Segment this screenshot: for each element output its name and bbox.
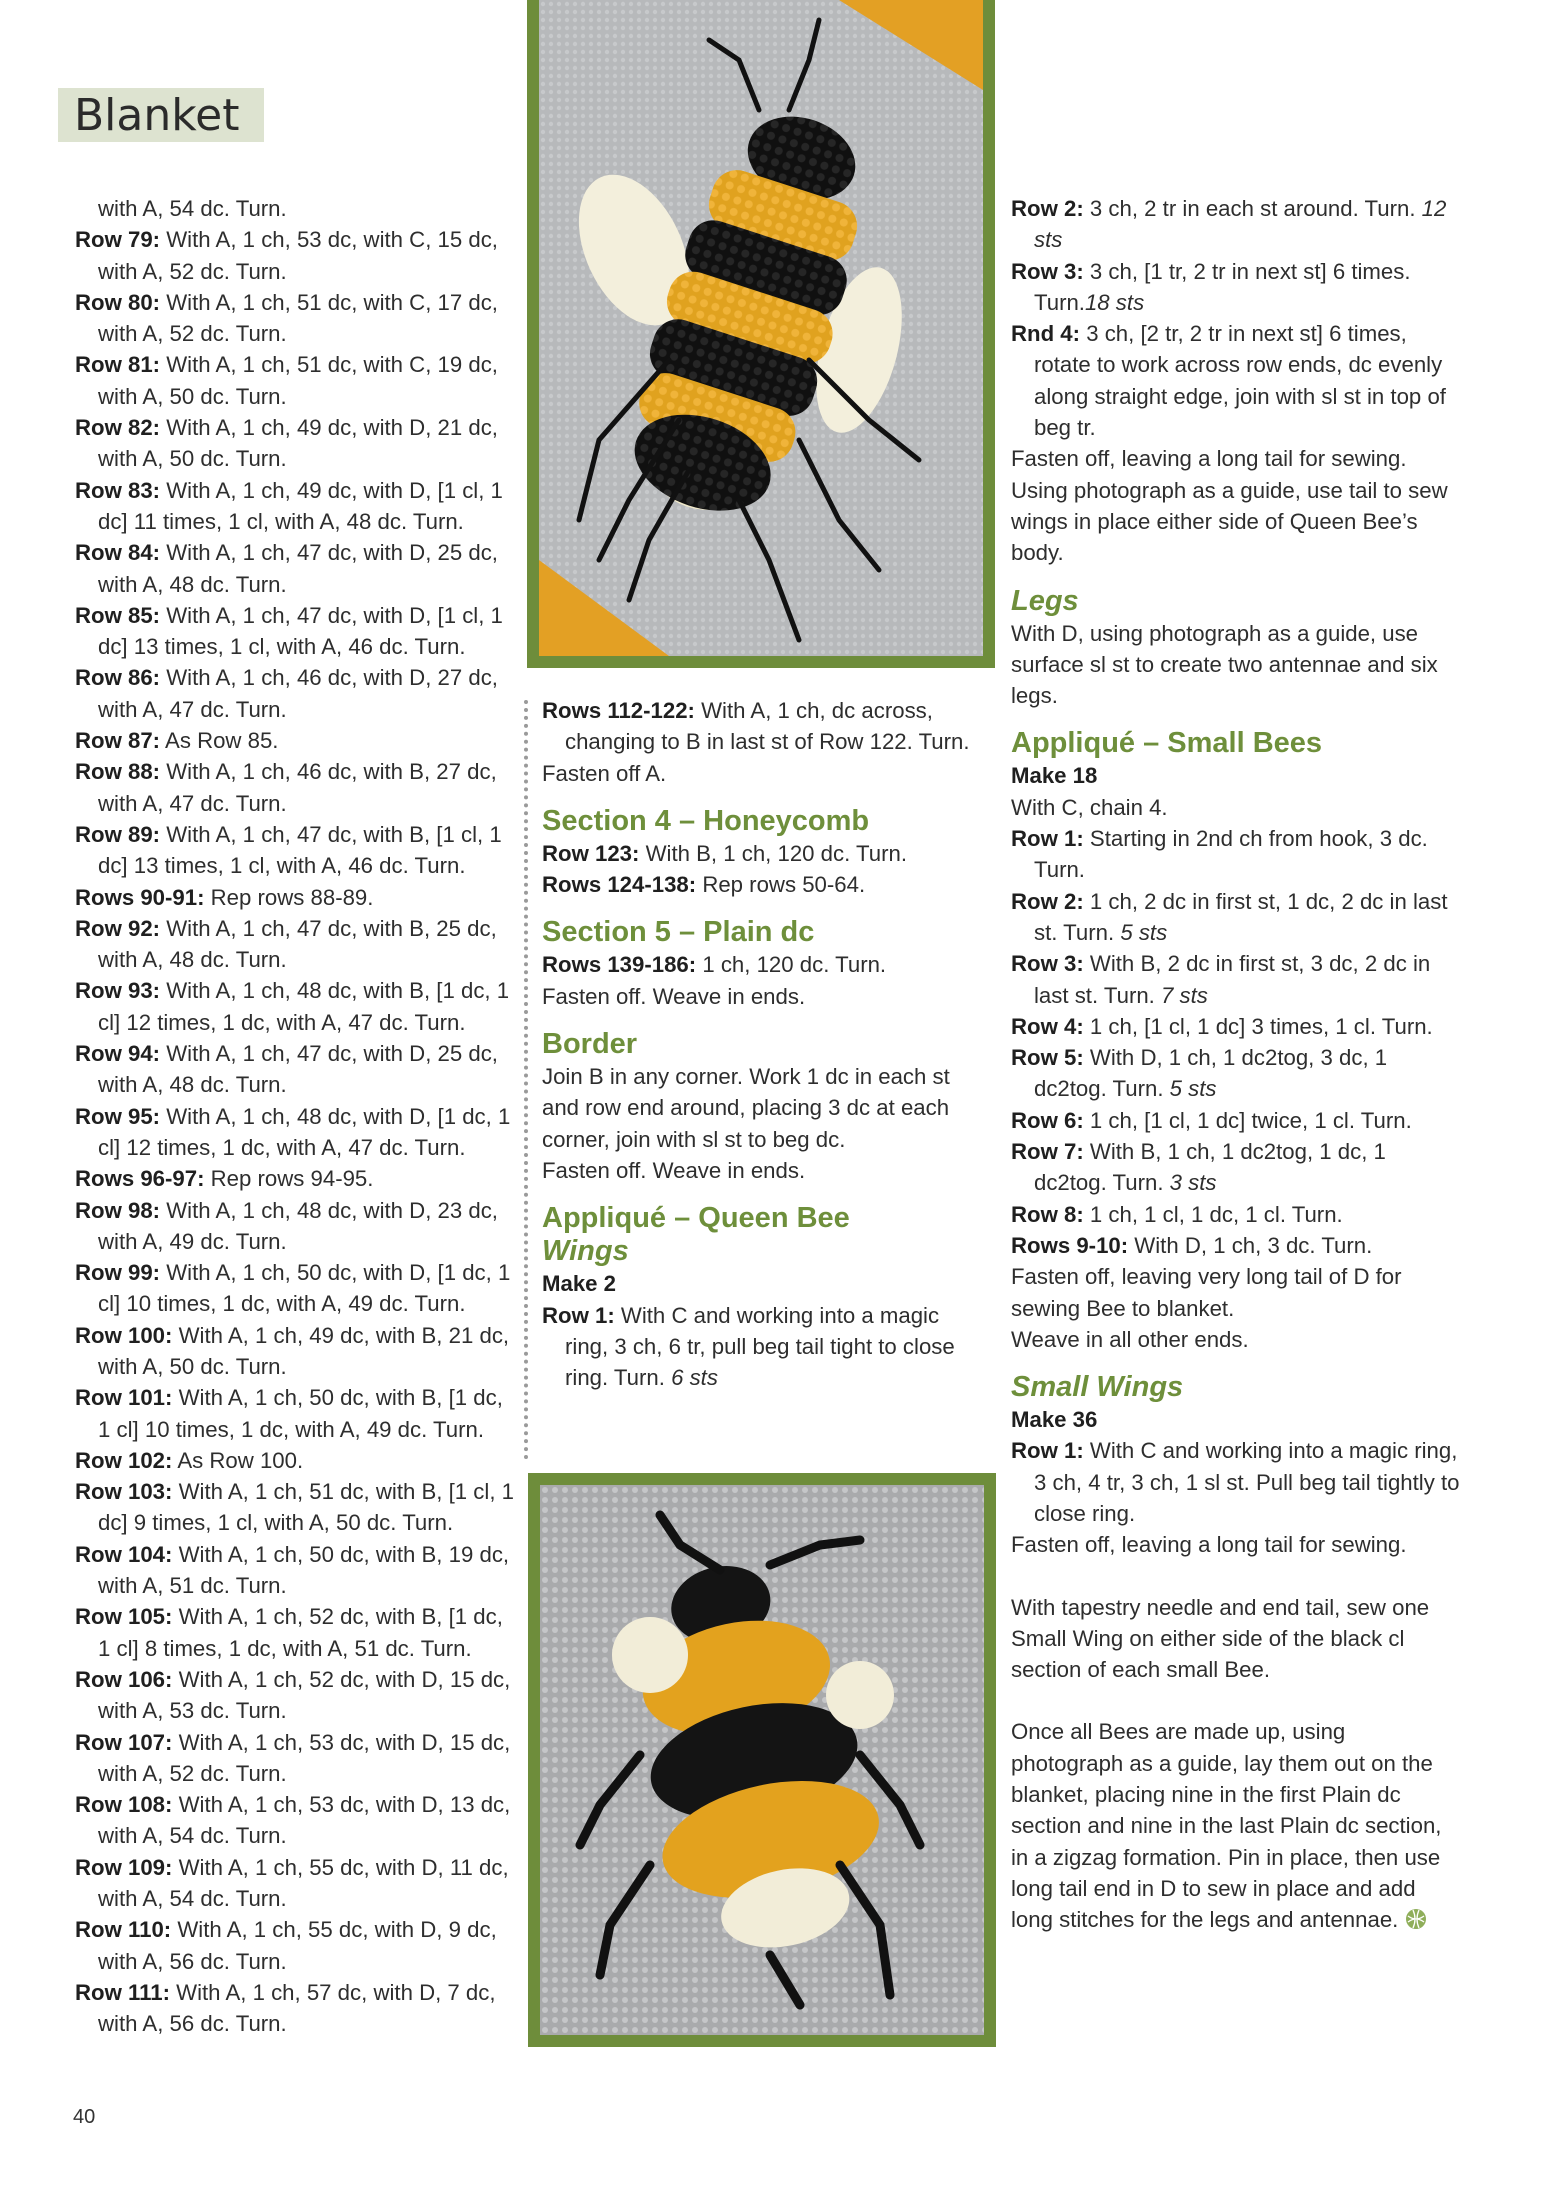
pattern-row (75, 975, 520, 1038)
row-text: With A, 1 ch, 49 dc, with B, 21 dc, with A, 50 dc. Turn. (98, 1322, 510, 1379)
pattern-row (75, 600, 520, 663)
row-text: With A, 1 ch, 57 dc, with D, 7 dc, with A, 56 dc. Turn. (98, 1979, 496, 2037)
row-text: With A, 1 ch, 47 dc, with D, 25 dc, with A, 48 dc. Turn. (98, 540, 498, 597)
row-text: With A, 1 ch, 46 dc, with D, 27 dc, with A, 47 dc. Turn. (98, 665, 498, 722)
page-number: 40 (73, 2106, 96, 2128)
row-label: Row 1: (542, 1302, 615, 1328)
pattern-row (75, 1664, 520, 1727)
pattern-row (75, 1476, 520, 1539)
row-text: 3 ch, [2 tr, 2 tr in next st] 6 times, rotate to work across row ends, dc evenly along straight edge, join with sl st in top of beg tr. (1034, 321, 1446, 441)
pattern-row (75, 475, 520, 538)
pattern-row (1011, 1230, 1461, 1261)
pattern-row (75, 1382, 520, 1445)
row-label: Row 87: (75, 728, 161, 754)
row-label: Row 5: (1011, 1045, 1084, 1071)
pattern-row (75, 1445, 520, 1476)
instruction-text: Weave in all other ends. (1011, 1326, 1249, 1352)
row-text: 1 ch, [1 cl, 1 dc] 3 times, 1 cl. Turn. (1083, 1013, 1433, 1039)
row-text: With A, 1 ch, 50 dc, with B, [1 dc, 1 cl] 10 times, 1 dc, with A, 49 dc. Turn. (98, 1385, 503, 1442)
row-text: With A, 1 ch, 55 dc, with D, 11 dc, with A, 54 dc. Turn. (98, 1854, 509, 1912)
row-text: With A, 1 ch, 53 dc, with C, 15 dc, with A, 52 dc. Turn. (98, 227, 498, 284)
section-heading-plain-dc: Section 5 – Plain dc (542, 916, 815, 949)
row-text: With A, 1 ch, 52 dc, with D, 15 dc, with A, 53 dc. Turn. (98, 1666, 511, 1724)
row-text: 1 ch, [1 cl, 1 dc] twice, 1 cl. Turn. (1083, 1107, 1412, 1133)
pattern-row (1011, 948, 1461, 1011)
section-heading-legs: Legs (1011, 584, 1079, 617)
row-text: Rep rows 50-64. (696, 872, 866, 898)
row-label: Row 110: (75, 1917, 172, 1943)
pattern-row (75, 1789, 520, 1852)
row-label: Row 80: (75, 289, 161, 315)
row-label: Row 103: (75, 1479, 173, 1505)
row-label: Rows 96-97: (75, 1166, 205, 1192)
row-text: With A, 1 ch, 51 dc, with C, 17 dc, with A, 52 dc. Turn. (98, 289, 498, 347)
queen-bee-photo (527, 0, 995, 668)
instruction-text: Fasten off, leaving a long tail for sewing. (1011, 446, 1407, 472)
pattern-row (75, 412, 520, 475)
row-label: Row 88: (75, 759, 161, 785)
section-heading-box (58, 88, 264, 142)
section-heading-queen-bee: Appliqué – Queen Bee (542, 1202, 850, 1235)
stitch-count: 6 sts (671, 1365, 718, 1391)
row-label: Row 2: (1011, 196, 1084, 221)
row-text: With A, 1 ch, 47 dc, with D, [1 cl, 1 dc] 13 times, 1 cl, with A, 46 dc. Turn. (98, 602, 503, 660)
row-label: Row 98: (75, 1197, 161, 1223)
row-text: With A, 1 ch, 51 dc, with C, 19 dc, with A, 50 dc. Turn. (98, 352, 498, 409)
row-text: 1 ch, 120 dc. Turn. (696, 952, 887, 978)
row-label: Row 81: (75, 352, 161, 378)
pattern-row (1011, 1011, 1461, 1042)
section-heading-small-wings: Small Wings (1011, 1371, 1184, 1404)
instruction-text: Fasten off A. (542, 760, 667, 786)
row-text: Rep rows 94-95. (204, 1166, 374, 1192)
row-text: 3 ch, [1 tr, 2 tr in next st] 6 times. Turn. (1034, 258, 1411, 315)
row-text: Rep rows 88-89. (204, 884, 374, 910)
yarn-ball-icon (1405, 1907, 1427, 1929)
pattern-row (75, 1320, 520, 1383)
pattern-row (75, 1727, 520, 1790)
small-bee-photo (528, 1473, 996, 2047)
instruction-text: Fasten off. Weave in ends. (542, 983, 806, 1009)
row-text: With A, 1 ch, 47 dc, with B, [1 cl, 1 dc] 13 times, 1 cl, with A, 46 dc. Turn. (98, 821, 502, 879)
instruction-text: With D, using photograph as a guide, use surface sl st to create two antennae and six legs. (1011, 620, 1438, 709)
row-label: Row 86: (75, 665, 161, 691)
make-count: Make 36 (1011, 1407, 1098, 1433)
row-text: With A, 1 ch, 48 dc, with B, [1 dc, 1 cl] 12 times, 1 dc, with A, 47 dc. Turn. (98, 978, 510, 1035)
pattern-row (1011, 1105, 1461, 1136)
pattern-row (75, 1101, 520, 1164)
queen-bee-illustration (539, 0, 983, 656)
pattern-row (75, 1914, 520, 1977)
row-text: With A, 1 ch, dc across, changing to B in last st of Row 122. Turn. (565, 698, 970, 755)
row-label: Row 111: (75, 1979, 170, 2005)
pattern-row (75, 1195, 520, 1258)
row-text: With A, 1 ch, 48 dc, with D, [1 dc, 1 cl] 12 times, 1 dc, with A, 47 dc. Turn. (98, 1103, 511, 1160)
row-label: Row 84: (75, 540, 161, 566)
row-label: Row 79: (75, 227, 161, 253)
column-right (1011, 193, 1461, 1936)
row-label: Rnd 4: (1011, 321, 1081, 347)
row-text: With A, 1 ch, 48 dc, with D, 23 dc, with A, 49 dc. Turn. (98, 1197, 498, 1254)
row-label: Rows 124-138: (542, 872, 697, 898)
instruction-text: With tapestry needle and end tail, sew one Small Wing on either side of the black cl section of each small Bee. (1011, 1594, 1430, 1683)
row-label: Row 92: (75, 915, 161, 941)
stitch-count: 3 sts (1169, 1170, 1217, 1196)
row-text: With B, 1 ch, 1 dc2tog, 1 dc, 1 dc2tog. Turn. (1034, 1139, 1386, 1196)
section-title: Blanket (74, 90, 240, 141)
pattern-row (1011, 1042, 1461, 1105)
instruction-text: Fasten off. Weave in ends. (542, 1157, 806, 1183)
section-subheading-wings: Wings (542, 1235, 629, 1268)
instruction-text: Fasten off, leaving very long tail of D for sewing Bee to blanket. (1011, 1264, 1402, 1321)
row-label: Row 3: (1011, 258, 1084, 284)
row-text: With B, 2 dc in first st, 3 dc, 2 dc in last st. Turn. (1034, 951, 1431, 1008)
row-text: With A, 1 ch, 51 dc, with B, [1 cl, 1 dc] 9 times, 1 cl, with A, 50 dc. Turn. (98, 1479, 514, 1536)
section-heading-honeycomb: Section 4 – Honeycomb (542, 804, 870, 837)
row-text: With A, 1 ch, 52 dc, with B, [1 dc, 1 cl] 8 times, 1 dc, with A, 51 dc. Turn. (98, 1604, 503, 1661)
stitch-count: 5 sts (1120, 919, 1168, 945)
pattern-row (75, 819, 520, 882)
instruction-text: With C, chain 4. (1011, 794, 1168, 820)
instruction-text: Fasten off, leaving a long tail for sewing. (1011, 1532, 1407, 1558)
section-heading-border: Border (542, 1028, 638, 1061)
row-label: Row 105: (75, 1604, 173, 1630)
small-bee-rows (1011, 823, 1461, 1261)
stitch-count: 7 sts (1161, 982, 1208, 1008)
row-text: With A, 1 ch, 47 dc, with B, 25 dc, with A, 48 dc. Turn. (98, 915, 497, 973)
row-label: Row 8: (1011, 1201, 1084, 1227)
stitch-count: 18 sts (1084, 289, 1145, 315)
pattern-row (75, 1852, 520, 1915)
row-label: Rows 139-186: (542, 952, 697, 978)
row-label: Row 3: (1011, 951, 1084, 977)
row-text: With C and working into a magic ring, 3 ch, 4 tr, 3 ch, 1 sl st. Pull beg tail tightly to close ring. (1034, 1438, 1460, 1526)
row-label: Row 4: (1011, 1013, 1084, 1039)
row-text: With A, 1 ch, 49 dc, with D, 21 dc, with A, 50 dc. Turn. (98, 415, 498, 472)
row-text: with A, 54 dc. Turn. (98, 196, 287, 221)
instruction-text: Join B in any corner. Work 1 dc in each st and row end around, placing 3 dc at each corner, join with sl st to beg dc. (542, 1064, 950, 1152)
small-bee-illustration (540, 1485, 984, 2035)
row-label: Row 82: (75, 415, 161, 441)
pattern-row (1011, 823, 1461, 886)
row-text: With C and working into a magic ring, 3 ch, 6 tr, pull beg tail tight to close ring. Turn. (565, 1302, 955, 1391)
row-label: Row 101: (75, 1385, 173, 1411)
row-label: Row 6: (1011, 1107, 1084, 1133)
pattern-row (75, 1977, 520, 2040)
pattern-row (75, 756, 520, 819)
pattern-row (75, 1257, 520, 1320)
row-text: As Row 85. (160, 728, 279, 754)
make-count: Make 2 (542, 1271, 617, 1297)
row-label: Row 1: (1011, 826, 1084, 852)
row-label: Row 100: (75, 1322, 173, 1348)
row-label: Row 94: (75, 1041, 161, 1067)
pattern-row (75, 1163, 520, 1194)
row-label: Row 102: (75, 1447, 173, 1473)
row-text: With D, 1 ch, 3 dc. Turn. (1128, 1232, 1373, 1258)
row-text: With A, 1 ch, 50 dc, with D, [1 dc, 1 cl] 10 times, 1 dc, with A, 49 dc. Turn. (98, 1260, 511, 1317)
row-label: Row 123: (542, 840, 640, 866)
row-text: With A, 1 ch, 49 dc, with D, [1 cl, 1 dc] 11 times, 1 cl, with A, 48 dc. Turn. (98, 477, 503, 534)
column-left (75, 193, 520, 2040)
row-label: Row 109: (75, 1854, 173, 1880)
pattern-row (75, 882, 520, 913)
instruction-text: Using photograph as a guide, use tail to sew wings in place either side of Queen Bee’s body. (1011, 477, 1448, 566)
pattern-row (75, 725, 520, 756)
row-text: 1 ch, 1 cl, 1 dc, 1 cl. Turn. (1083, 1201, 1343, 1227)
instruction-text (1011, 1716, 1461, 1935)
row-label: Rows 90-91: (75, 884, 205, 910)
row-label: Row 1: (1011, 1438, 1084, 1464)
row-label: Row 7: (1011, 1139, 1084, 1165)
final-instruction: Once all Bees are made up, using photograph as a guide, lay them out on the blanket, placing nine in the first Plain dc section and nine in the last Plain dc section, in a zigzag formation. Pin in place, then use long tail end in D to sew in place and add long stitches for the legs and antennae. (1011, 1719, 1442, 1933)
row-label: Row 99: (75, 1260, 161, 1286)
row-text: With A, 1 ch, 53 dc, with D, 13 dc, with A, 54 dc. Turn. (98, 1792, 511, 1849)
row-text: With B, 1 ch, 120 dc. Turn. (639, 840, 908, 866)
pattern-row (75, 349, 520, 412)
column-divider (524, 700, 528, 1460)
pattern-row (75, 287, 520, 350)
row-label: Row 83: (75, 477, 161, 503)
row-text: With A, 1 ch, 55 dc, with D, 9 dc, with A, 56 dc. Turn. (98, 1917, 497, 1974)
stitch-count: 12 sts (1034, 196, 1447, 253)
section-heading-small-bees: Appliqué – Small Bees (1011, 727, 1323, 760)
row-label: Row 89: (75, 821, 161, 847)
pattern-row (1011, 886, 1461, 949)
row-text: With A, 1 ch, 53 dc, with D, 15 dc, with A, 52 dc. Turn. (98, 1729, 511, 1786)
pattern-row (1011, 1136, 1461, 1199)
row-label: Row 95: (75, 1103, 161, 1129)
row-text: With D, 1 ch, 1 dc2tog, 3 dc, 1 dc2tog. Turn. (1034, 1045, 1388, 1102)
row-label: Row 108: (75, 1792, 173, 1818)
row-text: 3 ch, 2 tr in each st around. Turn. (1083, 196, 1422, 221)
pattern-row (75, 537, 520, 600)
row-text: 1 ch, 2 dc in first st, 1 dc, 2 dc in last st. Turn. (1034, 888, 1448, 945)
pattern-row (75, 224, 520, 287)
row-label: Row 106: (75, 1666, 173, 1692)
pattern-row (75, 913, 520, 976)
pattern-row (75, 662, 520, 725)
row-text: Starting in 2nd ch from hook, 3 dc. Turn. (1034, 826, 1428, 883)
row-label: Rows 112-122: (542, 698, 695, 723)
row-label: Row 107: (75, 1729, 173, 1755)
row-label: Row 93: (75, 978, 161, 1004)
row-label: Row 85: (75, 602, 161, 628)
make-count: Make 18 (1011, 763, 1098, 789)
pattern-row (1011, 1199, 1461, 1230)
row-text: With A, 1 ch, 50 dc, with B, 19 dc, with A, 51 dc. Turn. (98, 1541, 510, 1599)
pattern-row (75, 1601, 520, 1664)
row-label: Row 104: (75, 1541, 173, 1567)
pattern-row (75, 193, 520, 224)
row-label: Rows 9-10: (1011, 1232, 1129, 1258)
row-text: As Row 100. (172, 1447, 304, 1473)
row-text: With A, 1 ch, 46 dc, with B, 27 dc, with A, 47 dc. Turn. (98, 759, 497, 816)
pattern-row (75, 1539, 520, 1602)
stitch-count: 5 sts (1169, 1076, 1217, 1102)
row-text: With A, 1 ch, 47 dc, with D, 25 dc, with A, 48 dc. Turn. (98, 1041, 498, 1098)
column-middle (542, 695, 980, 1393)
pattern-row (75, 1038, 520, 1101)
row-label: Row 2: (1011, 888, 1084, 914)
